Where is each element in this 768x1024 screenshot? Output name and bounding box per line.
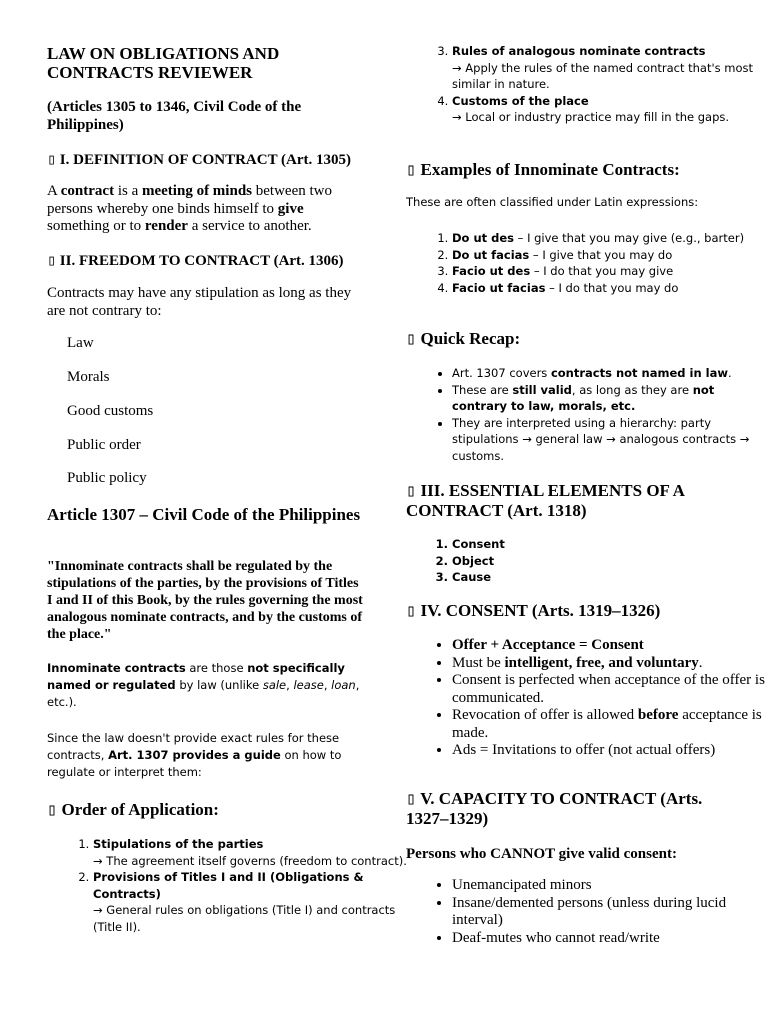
order-list bbox=[47, 836, 413, 935]
consent-list bbox=[406, 637, 768, 760]
list-item: 2. Object bbox=[452, 553, 768, 570]
section-3-heading: ▯ III. ESSENTIAL ELEMENTS OF A CONTRACT (Art. 1318) bbox=[406, 481, 684, 520]
section-4-heading: ▯ IV. CONSENT (Arts. 1319–1326) bbox=[406, 601, 661, 621]
contract-definition: A contract is a meeting of minds between two persons whereby one binds himself to give something or to render a service to another. bbox=[47, 183, 332, 234]
list-item: • Must be intelligent, free, and voluntary. bbox=[452, 655, 768, 673]
list-item: • Ads = Invitations to offer (not actual offers) bbox=[452, 742, 768, 760]
box-icon: ▯ bbox=[47, 800, 58, 820]
box-icon: ▯ bbox=[406, 481, 417, 501]
recap-heading: ▯ Quick Recap: bbox=[406, 329, 521, 349]
list-item: Law bbox=[67, 335, 94, 351]
section-2-heading bbox=[47, 251, 367, 270]
list-item: 3. Facio ut des – I do that you may give bbox=[452, 263, 768, 280]
examples-heading: ▯ Examples of Innominate Contracts: bbox=[406, 160, 680, 180]
innominate-definition: Innominate contracts are those not specifically named or regulated by law (unlike sale, lease, loan, etc.). bbox=[47, 661, 360, 709]
list-item: • Unemancipated minors bbox=[452, 877, 768, 895]
list-item: • Art. 1307 covers contracts not named in law. bbox=[452, 365, 768, 382]
box-icon: ▯ bbox=[406, 601, 417, 621]
list-item: 3. Rules of analogous nominate contracts → Apply the rules of the named contract that's most similar in nature. bbox=[452, 43, 768, 93]
list-item: 1. Consent bbox=[452, 536, 768, 553]
list-item: • Consent is perfected when acceptance of the offer is communicated. bbox=[452, 672, 768, 707]
elements-list bbox=[406, 536, 768, 586]
list-item: 2. Provisions of Titles I and II (Obligations & Contracts) → General rules on obligations (Title I) and contracts (Title II). bbox=[93, 869, 413, 935]
list-item: 4. Customs of the place → Local or industry practice may fill in the gaps. bbox=[452, 93, 768, 126]
examples-intro: These are often classified under Latin expressions: bbox=[406, 195, 699, 209]
art-1307-guide: Since the law doesn't provide exact rules for these contracts, Art. 1307 provides a guide on how to regulate or interpret them: bbox=[47, 731, 342, 779]
list-item: 3. Cause bbox=[452, 569, 768, 586]
list-item: 1. Stipulations of the parties → The agreement itself governs (freedom to contract). bbox=[93, 836, 413, 869]
list-item: • Insane/demented persons (unless during lucid interval) bbox=[452, 895, 768, 930]
section-5-heading: ▯ V. CAPACITY TO CONTRACT (Arts. 1327–1329) bbox=[406, 789, 703, 828]
article-1307-quote: "Innominate contracts shall be regulated by the stipulations of the parties, by the provisions of Titles I and II of this Book, by the rules governing the most analogous nominate contracts, and by the customs of the place." bbox=[47, 559, 363, 642]
list-item: Public policy bbox=[67, 470, 147, 486]
examples-list bbox=[406, 230, 768, 296]
order-heading: ▯ Order of Application: bbox=[47, 800, 219, 820]
document-title: LAW ON OBLIGATIONS AND CONTRACTS REVIEWER bbox=[47, 44, 280, 82]
list-item: • Deaf-mutes who cannot read/write bbox=[452, 930, 768, 948]
freedom-intro: Contracts may have any stipulation as long as they are not contrary to: bbox=[47, 285, 352, 319]
list-item: • They are interpreted using a hierarchy: party stipulations → general law → analogous contracts → customs. bbox=[452, 415, 768, 465]
box-icon: ▯ bbox=[406, 160, 417, 180]
section-2-heading-text: II. FREEDOM TO CONTRACT (Art. 1306) bbox=[59, 253, 344, 269]
order-list-continued bbox=[406, 43, 768, 126]
incapacity-list bbox=[406, 877, 768, 947]
list-item: • Revocation of offer is allowed before acceptance is made. bbox=[452, 707, 768, 742]
box-icon: ▯ bbox=[47, 150, 57, 168]
list-item: 1. Do ut des – I give that you may give (e.g., barter) bbox=[452, 230, 768, 247]
list-item: 4. Facio ut facias – I do that you may do bbox=[452, 280, 768, 297]
article-1307-heading: Article 1307 – Civil Code of the Philippines bbox=[47, 505, 361, 524]
list-item: Morals bbox=[67, 369, 110, 385]
box-icon: ▯ bbox=[406, 329, 417, 349]
document-subtitle: (Articles 1305 to 1346, Civil Code of the Philippines) bbox=[47, 99, 302, 133]
list-item: • Offer + Acceptance = Consent bbox=[452, 637, 768, 655]
box-icon: ▯ bbox=[47, 251, 57, 269]
list-item: 2. Do ut facias – I give that you may do bbox=[452, 247, 768, 264]
recap-list bbox=[406, 365, 768, 464]
capacity-subheading: Persons who CANNOT give valid consent: bbox=[406, 846, 677, 862]
list-item: • These are still valid, as long as they are not contrary to law, morals, etc. bbox=[452, 382, 768, 415]
box-icon: ▯ bbox=[406, 789, 417, 809]
list-item: Public order bbox=[67, 437, 141, 453]
list-item: Good customs bbox=[67, 403, 154, 419]
section-1-heading bbox=[47, 150, 367, 169]
section-1-heading-text: I. DEFINITION OF CONTRACT (Art. 1305) bbox=[59, 152, 352, 168]
